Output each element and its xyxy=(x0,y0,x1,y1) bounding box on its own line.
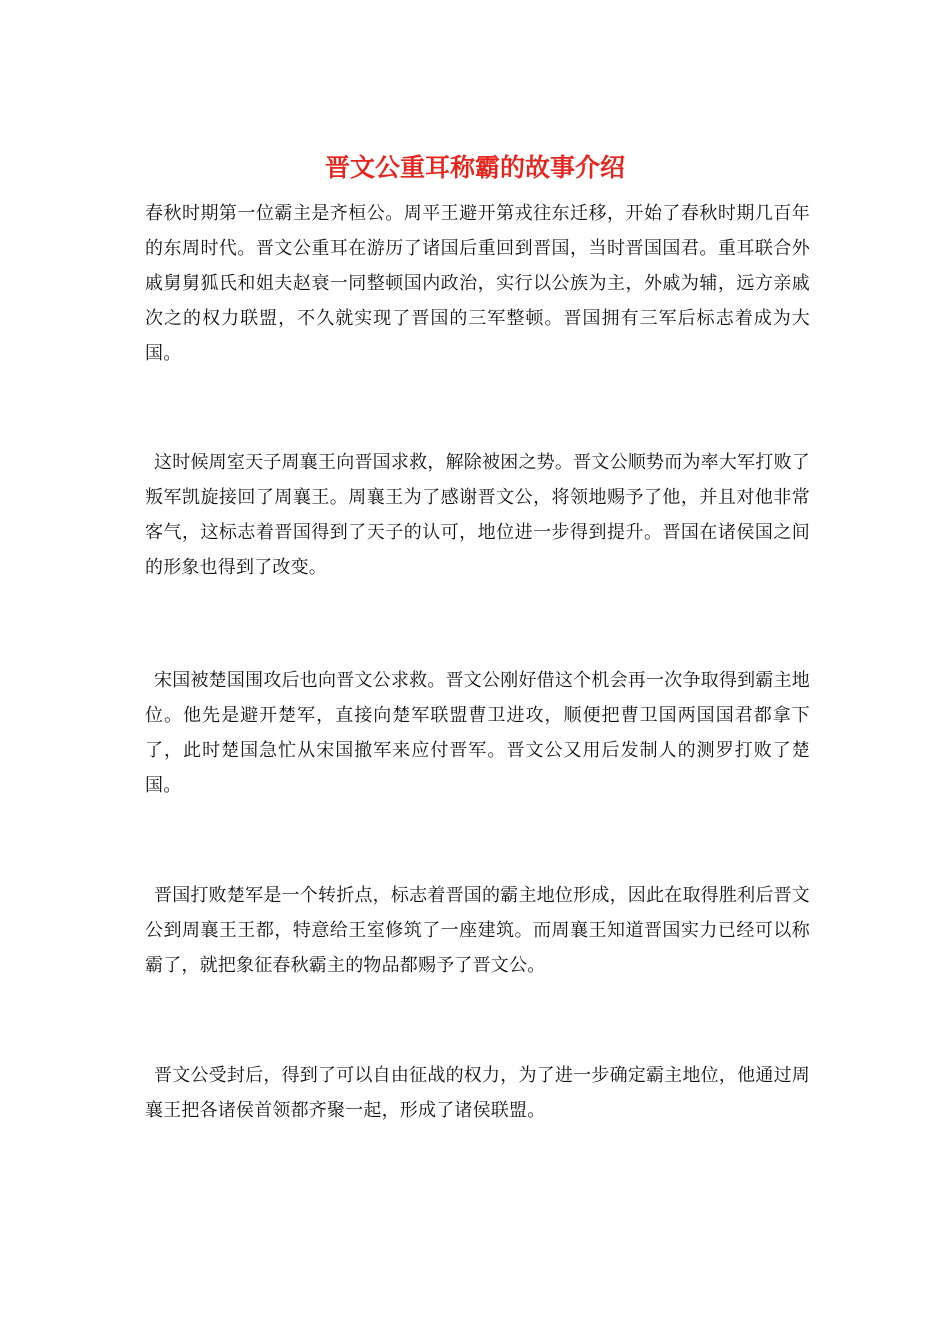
paragraph-1: 春秋时期第一位霸主是齐桓公。周平王避开第戎往东迁移，开始了春秋时期几百年的东周时代。晋文公重耳在游历了诸国后重回到晋国，当时晋国国君。重耳联合外戚舅舅狐氏和姐夫赵衰一同整顿国内政治，实行以公族为主，外戚为辅，远方亲戚次之的权力联盟，不久就实现了晋国的三军整顿。晋国拥有三军后标志着成为大国。 xyxy=(145,203,810,364)
paragraph-4: 晋国打败楚军是一个转折点，标志着晋国的霸主地位形成，因此在取得胜利后晋文公到周襄王王都，特意给王室修筑了一座建筑。而周襄王知道晋国实力已经可以称霸了，就把象征春秋霸主的物品都赐予了晋文公。 xyxy=(145,885,810,976)
paragraph-3: 宋国被楚国围攻后也向晋文公求救。晋文公刚好借这个机会再一次争取得到霸主地位。他先是避开楚军，直接向楚军联盟曹卫进攻，顺便把曹卫国两国国君都拿下了，此时楚国急忙从宋国撤军来应付晋军。晋文公又用后发制人的测罗打败了楚国。 xyxy=(145,670,810,796)
paragraph-2: 这时候周室天子周襄王向晋国求救，解除被困之势。晋文公顺势而为率大军打败了叛军凯旋接回了周襄王。周襄王为了感谢晋文公，将领地赐予了他，并且对他非常客气，这标志着晋国得到了天子的认可，地位进一步得到提升。晋国在诸侯国之间的形象也得到了改变。 xyxy=(145,452,810,578)
paragraph-5: 晋文公受封后，得到了可以自由征战的权力，为了进一步确定霸主地位，他通过周襄王把各诸侯首领都齐聚一起，形成了诸侯联盟。 xyxy=(145,1065,810,1121)
page-title: 晋文公重耳称霸的故事介绍 xyxy=(324,153,625,182)
